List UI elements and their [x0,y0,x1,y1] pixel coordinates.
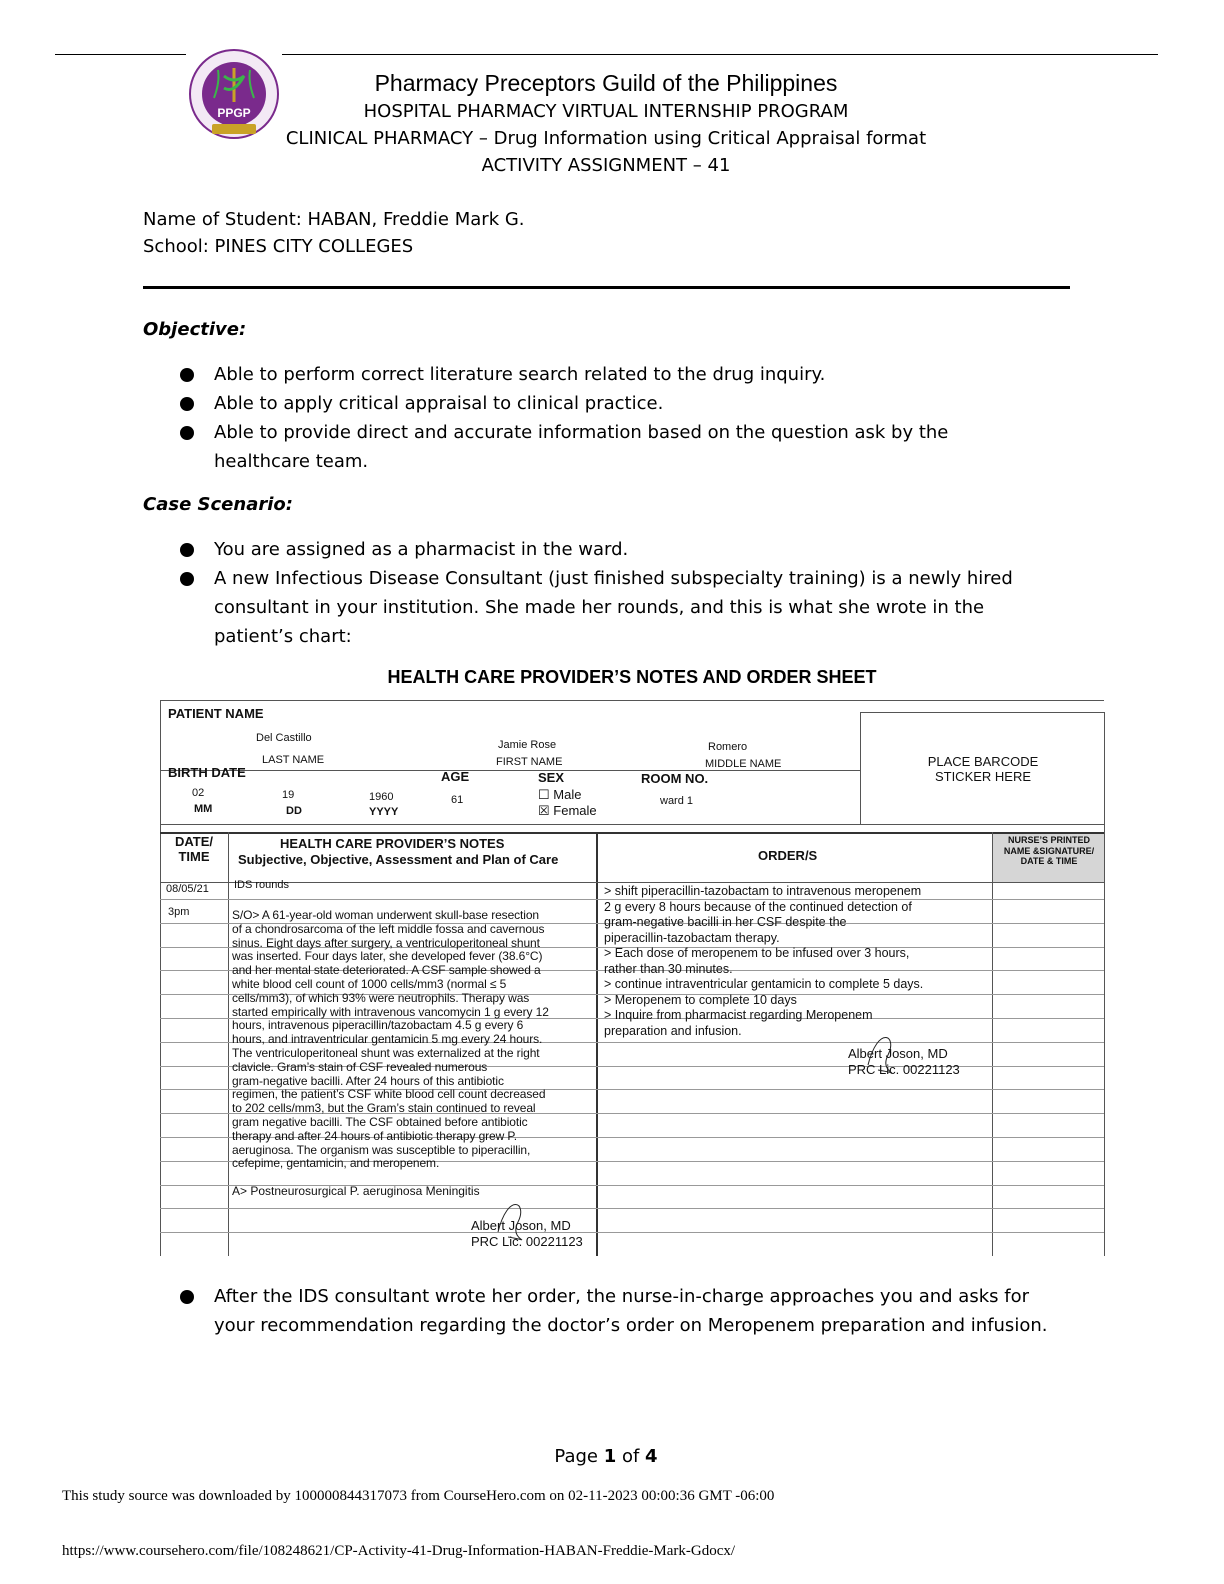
notes-line: cefepime, gentamicin, and meropenem. [232,1156,440,1171]
notes-line: S/O> A 61-year-old woman underwent skull-base resection [232,908,539,922]
birth-date-label: BIRTH DATE [168,765,246,780]
sex-male-option: ☐ Male [538,787,582,802]
sex-female-option: ☒ Female [538,803,597,818]
order-time: 3pm [168,906,190,918]
case-item: You are assigned as a pharmacist in the ward. [180,535,1050,564]
col-notes-title: HEALTH CARE PROVIDER’S NOTES [280,836,505,851]
col-notes-subtitle: Subjective, Objective, Assessment and Plan of Care [238,852,559,867]
order-line: 2 g every 8 hours because of the continued detection of [604,899,912,914]
notes-line: sinus. Eight days after surgery, a ventriculoperitoneal shunt [232,935,540,950]
order-line: gram-negative bacilli in her CSF despite the [604,915,847,929]
first-name: Jamie Rose [498,739,557,751]
case-item: A new Infectious Disease Consultant (just finished subspecialty training) is a newly hired consultant in your institution. She made her rounds, and this is what she wrote in the patient’s chart: [180,564,1050,651]
order-line: preparation and infusion. [604,1023,742,1038]
notes-line: of a chondrosarcoma of the left middle fossa and cavernous [232,921,545,936]
header-rule-right [282,54,1158,55]
program-title: HOSPITAL PHARMACY VIRTUAL INTERNSHIP PROGRAM [363,101,849,122]
order-line: > Inquire from pharmacist regarding Meropenem [604,1008,873,1022]
notes-line: hours, and intraventricular gentamicin 5 mg every 24 hours. [232,1032,543,1047]
order-line: > Each dose of meropenem to be infused over 3 hours, [604,946,910,960]
checkbox-empty-icon: ☐ [538,787,550,802]
objective-heading: Objective: [143,319,247,340]
birth-mm: 02 [192,787,205,799]
birth-dd: 19 [282,789,295,801]
birth-dd-label: DD [286,805,302,817]
objective-item: Able to perform correct literature search related to the drug inquiry. [180,360,1050,389]
notes-assessment: A> Postneurosurgical P. aeruginosa Meningitis [232,1184,480,1198]
orders-signature-name: Albert Joson, MD [848,1046,948,1061]
header-rule-left [55,54,186,55]
student-name: Name of Student: HABAN, Freddie Mark G. [143,209,525,230]
first-name-label: FIRST NAME [496,756,563,768]
order-line: > Meropenem to complete 10 days [604,992,797,1007]
col-date-time: DATE/ TIME [174,834,214,864]
notes-line: aeruginosa. The organism was susceptible to piperacillin, [232,1142,531,1157]
page-number: Page 1 of 4 [554,1446,658,1467]
section-divider [143,286,1070,289]
notes-line: and her mental state deteriorated. A CSF sample showed a [232,963,541,978]
objective-item: Able to apply critical appraisal to clinical practice. [180,389,1050,418]
notes-line: was inserted. Four days later, she developed fever (38.6°C) [232,949,543,964]
case-heading: Case Scenario: [143,494,293,515]
age-value: 61 [451,794,464,806]
order-sheet [158,700,1106,1256]
col-nurse: NURSE’S PRINTED NAME &SIGNATURE/ DATE & TIME [1003,835,1095,866]
last-name: Del Castillo [256,732,312,744]
notes-line: regimen, the patient’s CSF white blood cell count decreased [232,1087,546,1102]
room-value: ward 1 [660,795,694,807]
birth-yyyy-label: YYYY [369,806,399,818]
notes-line: clavicle. Gram’s stain of CSF revealed numerous [232,1059,488,1074]
notes-rounds: IDS rounds [234,879,290,891]
birth-yyyy: 1960 [369,791,394,803]
signature-scribble-notes [488,1192,548,1252]
patient-name-label: PATIENT NAME [168,706,264,721]
student-school: School: PINES CITY COLLEGES [143,236,414,257]
middle-name: Romero [708,741,748,753]
notes-line: gram negative bacilli. The CSF obtained before antibiotic [232,1115,528,1129]
order-date: 08/05/21 [166,883,209,895]
logo-text: PPGP [217,106,251,120]
order-line: piperacillin-tazobactam therapy. [604,930,780,945]
table-row-rule [160,1232,1104,1233]
activity-subtitle: CLINICAL PHARMACY – Drug Information using Critical Appraisal format [285,128,927,149]
notes-line: cells/mm3), of which 93% were neutrophils. Therapy was [232,990,530,1005]
sex-label: SEX [538,770,565,785]
last-name-label: LAST NAME [262,754,325,766]
sheet-title: HEALTH CARE PROVIDER’S NOTES AND ORDER SHEET [387,667,877,687]
org-title: Pharmacy Preceptors Guild of the Philippines [374,70,838,96]
notes-line: hours, intravenous piperacillin/tazobactam 4.5 g every 6 [232,1018,524,1033]
table-row-rule [160,1208,1104,1209]
checkbox-checked-icon: ☒ [538,803,550,818]
notes-line: started empirically with intravenous vancomycin 1 g every 12 [232,1004,549,1019]
notes-line: therapy and after 24 hours of antibiotic therapy grew P. [232,1128,518,1143]
notes-signature-prc: PRC Lic. 00221123 [471,1234,583,1249]
notes-signature-name: Albert Joson, MD [471,1218,571,1233]
room-label: ROOM NO. [641,771,709,786]
source-url[interactable]: https://www.coursehero.com/file/108248621/CP-Activity-41-Drug-Information-HABAN-Freddie-Mark-Gdocx/ [62,1543,736,1559]
notes-line: to 202 cells/mm3, but the Gram’s stain continued to reveal [232,1101,536,1116]
barcode-placeholder: PLACE BARCODE STICKER HERE [927,754,1039,784]
age-label: AGE [441,769,470,784]
birth-mm-label: MM [194,803,213,815]
order-line: > shift piperacillin-tazobactam to intravenous meropenem [604,884,922,898]
col-orders: ORDER/S [758,848,818,863]
objective-item: Able to provide direct and accurate information based on the question ask by the healthcare team. [180,418,1050,476]
notes-line: gram-negative bacilli. After 24 hours of this antibiotic [232,1073,504,1088]
order-line: rather than 30 minutes. [604,961,733,976]
middle-name-label: MIDDLE NAME [705,758,782,770]
notes-line: white blood cell count of 1000 cells/mm3 (normal ≤ 5 [232,977,507,991]
case-item: After the IDS consultant wrote her order, the nurse-in-charge approaches you and asks for your recommendation regarding the doctor’s order on Meropenem preparation and infusion. [180,1282,1050,1340]
orders-signature-prc: PRC Lic. 00221123 [848,1062,960,1077]
signature-scribble-orders [858,1025,918,1085]
source-notice: This study source was downloaded by 100000844317073 from CourseHero.com on 02-11-2023 00:00:36 GMT -06:00 [62,1488,775,1504]
order-line: > continue intraventricular gentamicin to complete 5 days. [604,977,924,991]
notes-line: The ventriculoperitoneal shunt was externalized at the right [232,1046,540,1060]
assignment-number: ACTIVITY ASSIGNMENT – 41 [481,155,731,176]
